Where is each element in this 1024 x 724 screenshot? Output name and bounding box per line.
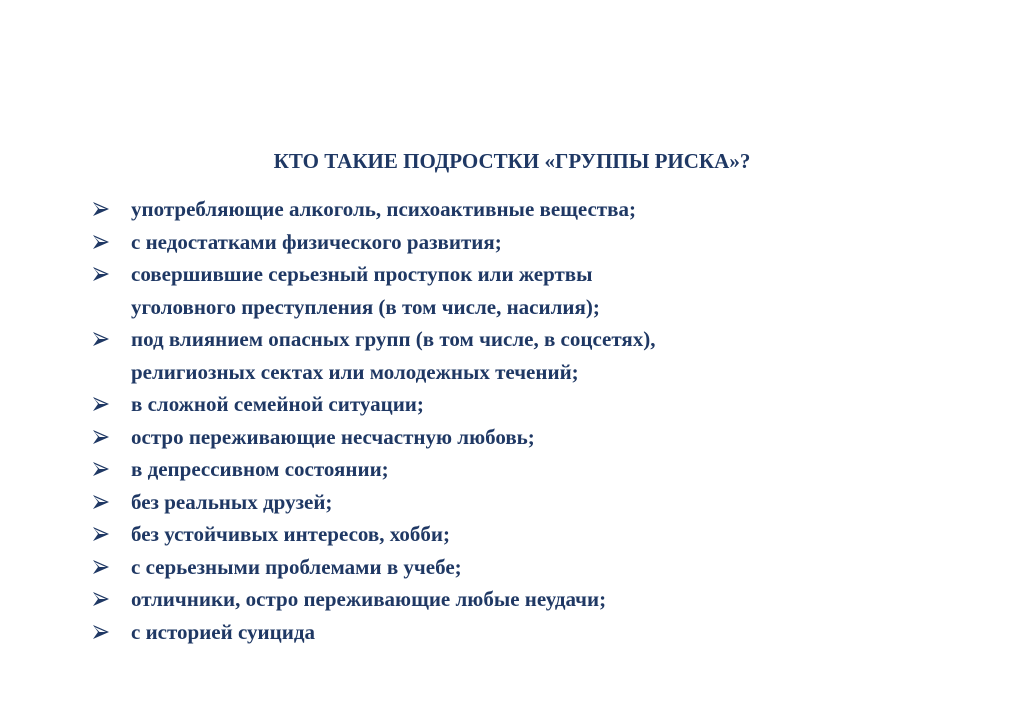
arrowhead-bullet-icon — [92, 258, 116, 291]
arrowhead-bullet-icon — [92, 388, 116, 421]
page-title: КТО ТАКИЕ ПОДРОСТКИ «ГРУППЫ РИСКА»? — [273, 149, 751, 173]
arrowhead-bullet-icon — [92, 518, 116, 551]
list-item — [92, 583, 952, 616]
list-item — [92, 616, 952, 649]
list-item-text: отличники, остро переживающие любые неудачи; — [131, 587, 607, 611]
arrowhead-bullet-icon — [92, 193, 116, 226]
arrowhead-bullet-icon — [92, 616, 116, 649]
list-item-text: с серьезными проблемами в учебе; — [131, 554, 462, 579]
list-item — [92, 258, 952, 323]
list-item-text: в депрессивном состоянии; — [131, 457, 389, 481]
list-item-text: остро переживающие несчастную любовь; — [131, 424, 535, 449]
arrowhead-bullet-icon — [92, 583, 116, 616]
arrowhead-bullet-icon — [92, 323, 116, 356]
list-item — [92, 226, 952, 259]
list-item — [92, 193, 952, 226]
arrowhead-bullet-icon — [92, 486, 116, 519]
arrowhead-bullet-icon — [92, 551, 116, 584]
list-item-text: под влиянием опасных групп (в том числе, в соцсетях), религиозных сектах или молодежных течений; — [131, 327, 656, 384]
list-item-text: совершившие серьезный проступок или жертвы уголовного преступления (в том числе, насилия); — [131, 262, 600, 319]
list-item — [92, 453, 952, 486]
arrowhead-bullet-icon — [92, 453, 116, 486]
list-item — [92, 388, 952, 421]
list-item-text: в сложной семейной ситуации; — [131, 392, 424, 416]
list-item — [92, 421, 952, 454]
arrowhead-bullet-icon — [92, 226, 116, 259]
list-item-text: употребляющие алкоголь, психоактивные вещества; — [131, 197, 636, 221]
list-item — [92, 323, 952, 388]
list-item-text: с недостатками физического развития; — [131, 229, 502, 254]
list-item — [92, 486, 952, 519]
list-item — [92, 518, 952, 551]
list-item-text: без реальных друзей; — [131, 489, 333, 514]
arrowhead-bullet-icon — [92, 421, 116, 454]
list-item-text: с историей суицида — [131, 619, 315, 644]
list-item — [92, 551, 952, 584]
risk-group-list — [92, 193, 952, 648]
list-item-text: без устойчивых интересов, хобби; — [131, 522, 450, 546]
